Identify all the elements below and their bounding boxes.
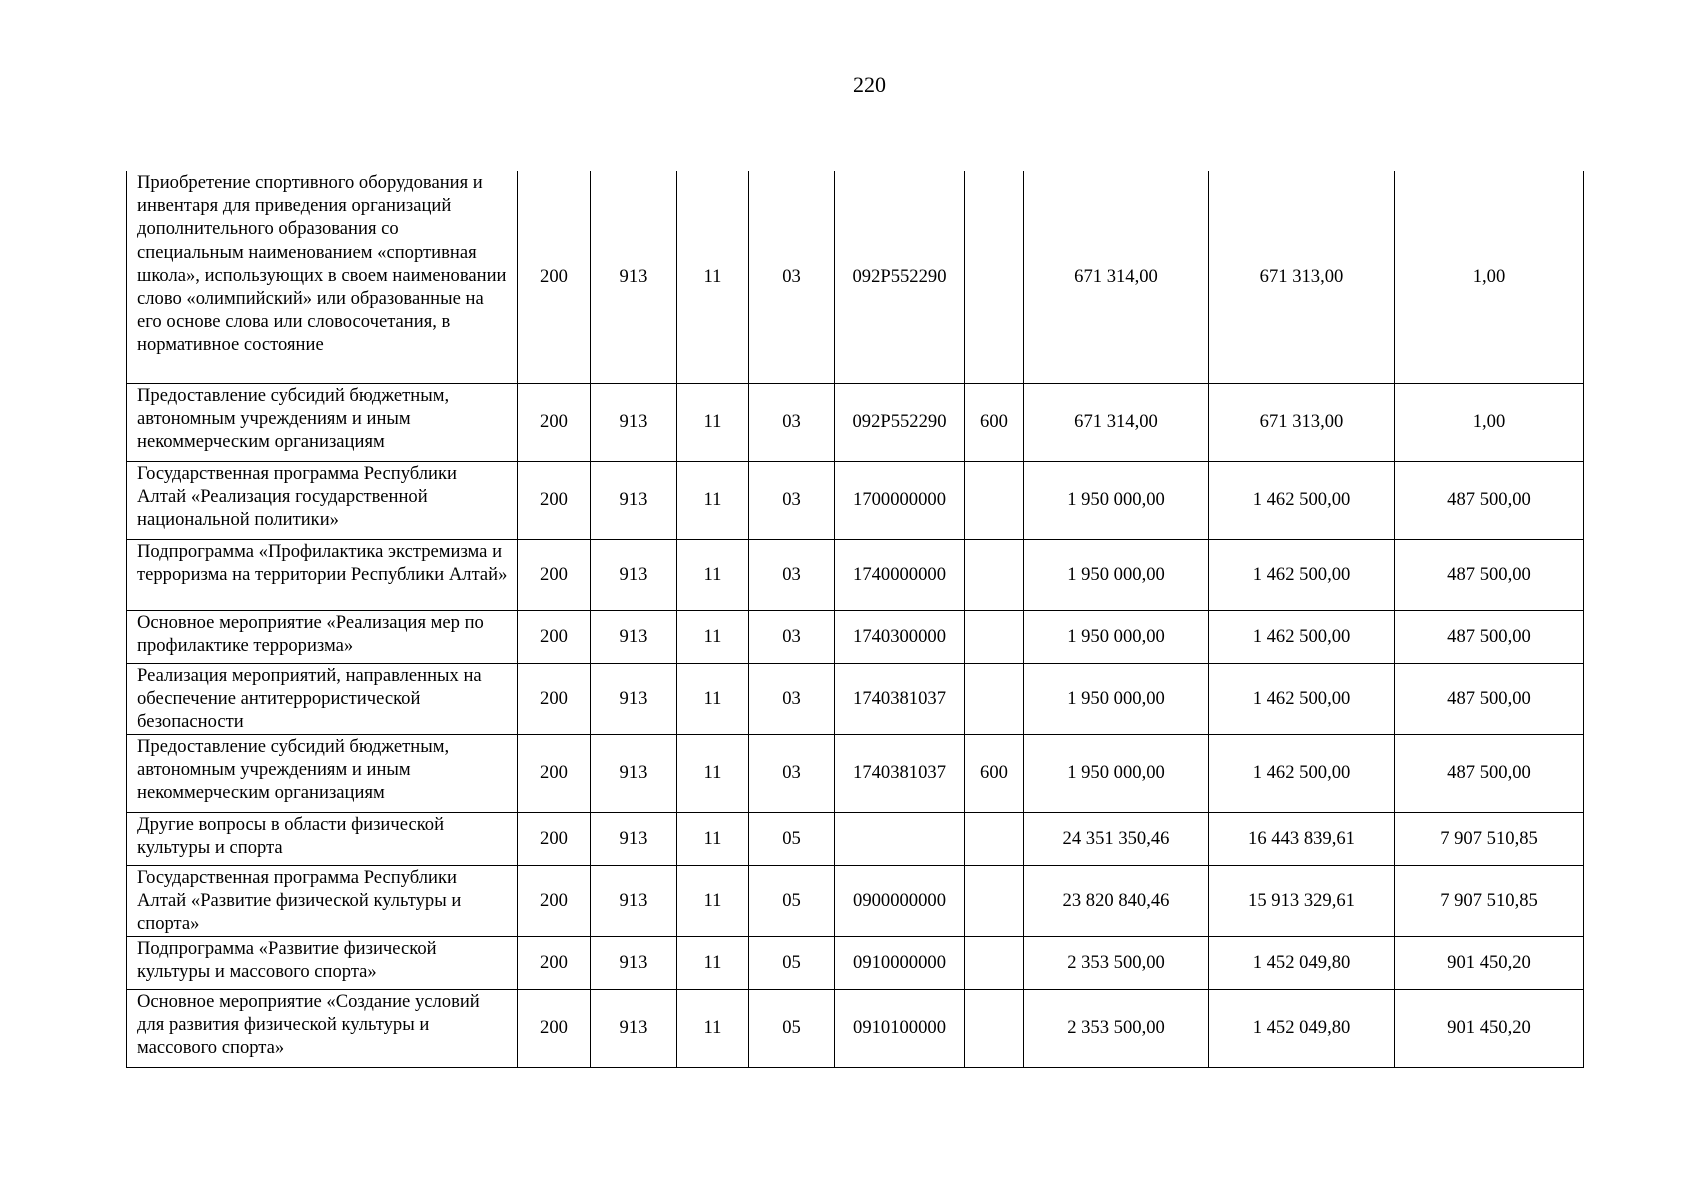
amount-federal-cell: 1 462 500,00 [1209, 734, 1395, 812]
section-cell: 11 [677, 539, 749, 610]
section-cell: 11 [677, 171, 749, 383]
section-cell: 11 [677, 812, 749, 865]
amount-regional-cell: 487 500,00 [1395, 461, 1584, 539]
amount-federal-cell: 1 462 500,00 [1209, 663, 1395, 734]
row-name-cell: Приобретение спортивного оборудования и инвентаря для приведения организаций дополнительного образования со специальным наименованием «спортивная школа», использующих в своем наименовании слово «олимпийский» или образованные на его основе слова или словосочетания, в нормативное состояние [127, 171, 518, 383]
amount-total-cell: 1 950 000,00 [1024, 461, 1209, 539]
code-cell: 200 [518, 663, 591, 734]
amount-total-cell: 1 950 000,00 [1024, 734, 1209, 812]
subsection-cell: 03 [749, 171, 835, 383]
amount-regional-cell: 901 450,20 [1395, 989, 1584, 1067]
amount-federal-cell: 16 443 839,61 [1209, 812, 1395, 865]
amount-total-cell: 23 820 840,46 [1024, 865, 1209, 936]
row-name-cell: Подпрограмма «Профилактика экстремизма и терроризма на территории Республики Алтай» [127, 539, 518, 610]
expense-type-cell [965, 171, 1024, 383]
amount-total-cell: 1 950 000,00 [1024, 610, 1209, 663]
amount-regional-cell: 487 500,00 [1395, 539, 1584, 610]
expense-type-cell [965, 461, 1024, 539]
amount-federal-cell: 671 313,00 [1209, 171, 1395, 383]
amount-regional-cell: 7 907 510,85 [1395, 865, 1584, 936]
ministry-cell: 913 [591, 812, 677, 865]
table-row [127, 539, 1584, 610]
section-cell: 11 [677, 383, 749, 461]
code-cell: 200 [518, 936, 591, 989]
ministry-cell: 913 [591, 989, 677, 1067]
amount-federal-cell: 1 452 049,80 [1209, 989, 1395, 1067]
section-cell: 11 [677, 865, 749, 936]
table-row [127, 663, 1584, 734]
table-row [127, 812, 1584, 865]
row-name-cell: Подпрограмма «Развитие физической культуры и массового спорта» [127, 936, 518, 989]
expense-type-cell [965, 539, 1024, 610]
target-article-cell [835, 812, 965, 865]
target-article-cell: 092P552290 [835, 171, 965, 383]
expense-type-cell: 600 [965, 383, 1024, 461]
code-cell: 200 [518, 865, 591, 936]
amount-federal-cell: 1 462 500,00 [1209, 610, 1395, 663]
amount-federal-cell: 15 913 329,61 [1209, 865, 1395, 936]
amount-federal-cell: 1 452 049,80 [1209, 936, 1395, 989]
expense-type-cell [965, 610, 1024, 663]
subsection-cell: 05 [749, 989, 835, 1067]
code-cell: 200 [518, 734, 591, 812]
subsection-cell: 03 [749, 663, 835, 734]
table-body [127, 171, 1584, 1067]
amount-total-cell: 2 353 500,00 [1024, 936, 1209, 989]
amount-regional-cell: 487 500,00 [1395, 663, 1584, 734]
ministry-cell: 913 [591, 610, 677, 663]
expense-type-cell: 600 [965, 734, 1024, 812]
expense-type-cell [965, 936, 1024, 989]
ministry-cell: 913 [591, 734, 677, 812]
target-article-cell: 1740381037 [835, 734, 965, 812]
table-row [127, 383, 1584, 461]
section-cell: 11 [677, 663, 749, 734]
amount-total-cell: 671 314,00 [1024, 171, 1209, 383]
row-name-cell: Основное мероприятие «Реализация мер по профилактике терроризма» [127, 610, 518, 663]
row-name-cell: Предоставление субсидий бюджетным, автономным учреждениям и иным некоммерческим организациям [127, 383, 518, 461]
target-article-cell: 092P552290 [835, 383, 965, 461]
ministry-cell: 913 [591, 461, 677, 539]
amount-total-cell: 671 314,00 [1024, 383, 1209, 461]
amount-regional-cell: 487 500,00 [1395, 610, 1584, 663]
code-cell: 200 [518, 539, 591, 610]
ministry-cell: 913 [591, 539, 677, 610]
ministry-cell: 913 [591, 663, 677, 734]
budget-table [126, 171, 1584, 1068]
target-article-cell: 0910000000 [835, 936, 965, 989]
amount-regional-cell: 1,00 [1395, 383, 1584, 461]
expense-type-cell [965, 663, 1024, 734]
subsection-cell: 03 [749, 461, 835, 539]
target-article-cell: 1740300000 [835, 610, 965, 663]
amount-federal-cell: 1 462 500,00 [1209, 539, 1395, 610]
subsection-cell: 03 [749, 734, 835, 812]
table-row [127, 610, 1584, 663]
subsection-cell: 05 [749, 936, 835, 989]
ministry-cell: 913 [591, 171, 677, 383]
amount-federal-cell: 671 313,00 [1209, 383, 1395, 461]
section-cell: 11 [677, 936, 749, 989]
subsection-cell: 05 [749, 865, 835, 936]
target-article-cell: 1740381037 [835, 663, 965, 734]
expense-type-cell [965, 812, 1024, 865]
target-article-cell: 1740000000 [835, 539, 965, 610]
amount-total-cell: 1 950 000,00 [1024, 539, 1209, 610]
amount-regional-cell: 1,00 [1395, 171, 1584, 383]
section-cell: 11 [677, 610, 749, 663]
target-article-cell: 0910100000 [835, 989, 965, 1067]
row-name-cell: Реализация мероприятий, направленных на обеспечение антитеррористической безопасности [127, 663, 518, 734]
section-cell: 11 [677, 734, 749, 812]
table-row [127, 171, 1584, 383]
code-cell: 200 [518, 383, 591, 461]
subsection-cell: 03 [749, 610, 835, 663]
row-name-cell: Другие вопросы в области физической культуры и спорта [127, 812, 518, 865]
expense-type-cell [965, 865, 1024, 936]
amount-total-cell: 24 351 350,46 [1024, 812, 1209, 865]
table-row [127, 461, 1584, 539]
amount-total-cell: 2 353 500,00 [1024, 989, 1209, 1067]
code-cell: 200 [518, 610, 591, 663]
section-cell: 11 [677, 989, 749, 1067]
table-row [127, 936, 1584, 989]
row-name-cell: Основное мероприятие «Создание условий для развития физической культуры и массового спорта» [127, 989, 518, 1067]
code-cell: 200 [518, 461, 591, 539]
row-name-cell: Государственная программа Республики Алтай «Развитие физической культуры и спорта» [127, 865, 518, 936]
ministry-cell: 913 [591, 865, 677, 936]
table-row [127, 989, 1584, 1067]
table-row [127, 734, 1584, 812]
section-cell: 11 [677, 461, 749, 539]
subsection-cell: 05 [749, 812, 835, 865]
page-number: 220 [853, 72, 886, 97]
row-name-cell: Государственная программа Республики Алтай «Реализация государственной национальной политики» [127, 461, 518, 539]
code-cell: 200 [518, 989, 591, 1067]
row-name-cell: Предоставление субсидий бюджетным, автономным учреждениям и иным некоммерческим организациям [127, 734, 518, 812]
amount-total-cell: 1 950 000,00 [1024, 663, 1209, 734]
amount-regional-cell: 487 500,00 [1395, 734, 1584, 812]
amount-federal-cell: 1 462 500,00 [1209, 461, 1395, 539]
ministry-cell: 913 [591, 383, 677, 461]
amount-regional-cell: 901 450,20 [1395, 936, 1584, 989]
table-row [127, 865, 1584, 936]
ministry-cell: 913 [591, 936, 677, 989]
code-cell: 200 [518, 812, 591, 865]
subsection-cell: 03 [749, 539, 835, 610]
amount-regional-cell: 7 907 510,85 [1395, 812, 1584, 865]
subsection-cell: 03 [749, 383, 835, 461]
target-article-cell: 0900000000 [835, 865, 965, 936]
target-article-cell: 1700000000 [835, 461, 965, 539]
expense-type-cell [965, 989, 1024, 1067]
code-cell: 200 [518, 171, 591, 383]
